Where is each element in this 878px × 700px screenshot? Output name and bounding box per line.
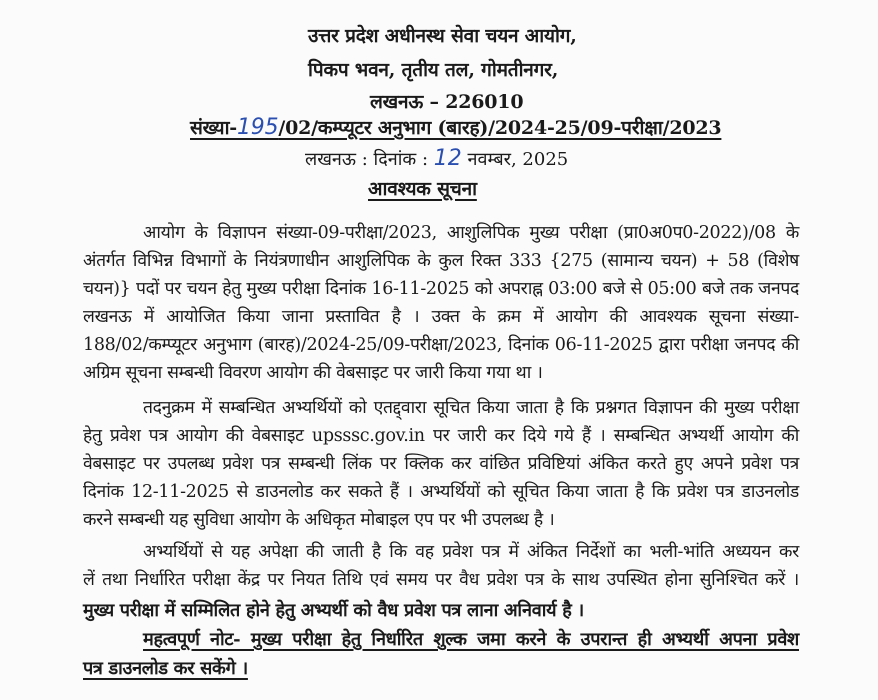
paragraph-line: अग्रिम सूचना सम्बन्धी विवरण आयोग की वेबसाइट पर जारी किया गया था ।: [83, 363, 543, 383]
important-note-line: महत्वपूर्ण नोट- मुख्य परीक्षा हेतु निर्धारित शुल्क जमा करने के उपरान्त ही अभ्यर्थी अपना प्रवेश: [143, 629, 799, 650]
paragraph-line: हेतु प्रवेश पत्र आयोग की वेबसाइट upsssc.gov.in पर जारी कर दिये गये हैं । सम्बन्धित अभ्यर्थी आयोग की: [83, 426, 799, 446]
date-prefix: लखनऊ : दिनांक :: [305, 149, 434, 170]
handwritten-date-day: 12: [433, 146, 462, 171]
org-city-pin: लखनऊ – 226010: [370, 91, 524, 113]
handwritten-reference-no: 195: [237, 115, 279, 140]
paragraph-line: वेबसाइट पर उपलब्ध प्रवेश पत्र सम्बन्धी लिंक पर क्लिक कर वांछित प्रविष्टियां अंकित करते हुए अपने प्रवेश पत्र: [83, 454, 799, 474]
paragraph-line: अभ्यर्थियों से यह अपेक्षा की जाती है कि वह प्रवेश पत्र में अंकित निर्देशों का भली-भांति अध्ययन कर: [143, 542, 799, 562]
mandatory-admit-card-statement: मुख्य परीक्षा में सम्मिलित होने हेतु अभ्यर्थी को वैध प्रवेश पत्र लाना अनिवार्य है ।: [83, 600, 584, 621]
paragraph-line: 188/02/कम्प्यूटर अनुभाग (बारह)/2024-25/09-परीक्षा/2023, दिनांक 06-11-2025 द्वारा परीक्षा जनपद की: [83, 335, 799, 355]
reference-number: [190, 114, 721, 140]
paragraph-line: लखनऊ में आयोजित किया जाना प्रस्तावित है । उक्त के क्रम में आयोग की आवश्यक सूचना संख्या-: [83, 307, 799, 327]
reference-prefix: संख्या-: [190, 117, 237, 139]
org-address: पिकप भवन, तृतीय तल, गोमतीनगर,: [308, 59, 559, 81]
date-suffix: नवम्बर, 2025: [461, 149, 569, 170]
notice-title: आवश्यक सूचना: [368, 178, 477, 200]
paragraph-line: तदनुक्रम में सम्बन्धित अभ्यर्थियों को एतद्द्वारा सूचित किया जाता है कि प्रश्नगत विज्ञापन की मुख्य परीक्षा: [143, 398, 799, 418]
paragraph-line: चयन)} पदों पर चयन हेतु मुख्य परीक्षा दिनांक 16-11-2025 को अपराह्न 03:00 बजे से 05:00 बजे तक जनपद: [83, 279, 799, 299]
paragraph-line: अंतर्गत विभिन्न विभागों के नियंत्रणाधीन आशुलिपिक के कुल रिक्त 333 {275 (सामान्य चयन) + 58 (विशेष: [83, 251, 799, 271]
important-note-line: पत्र डाउनलोड कर सकेंगे ।: [83, 658, 248, 679]
paragraph-line: दिनांक 12-11-2025 से डाउनलोड कर सकते हैं । अभ्यर्थियों को सूचित किया जाता है कि प्रवेश पत्र डाउनलोड: [83, 482, 799, 502]
paragraph-line: आयोग के विज्ञापन संख्या-09-परीक्षा/2023, आशुलिपिक मुख्य परीक्षा (प्रा0अ0प0-2022)/08 के: [143, 223, 799, 243]
paragraph-line: लें तथा निर्धारित परीक्षा केंद्र पर नियत तिथि एवं समय पर वैध प्रवेश पत्र के साथ उपस्थित होना सुनिश्चित करें ।: [83, 570, 799, 590]
org-name: उत्तर प्रदेश अधीनस्थ सेवा चयन आयोग,: [308, 25, 577, 47]
reference-suffix: /02/कम्प्यूटर अनुभाग (बारह)/2024-25/09-परीक्षा/2023: [278, 117, 722, 139]
paragraph-line: करने सम्बन्धी यह सुविधा आयोग के अधिकृत मोबाइल एप पर भी उपलब्ध है ।: [83, 510, 555, 530]
issue-date: [305, 146, 568, 171]
